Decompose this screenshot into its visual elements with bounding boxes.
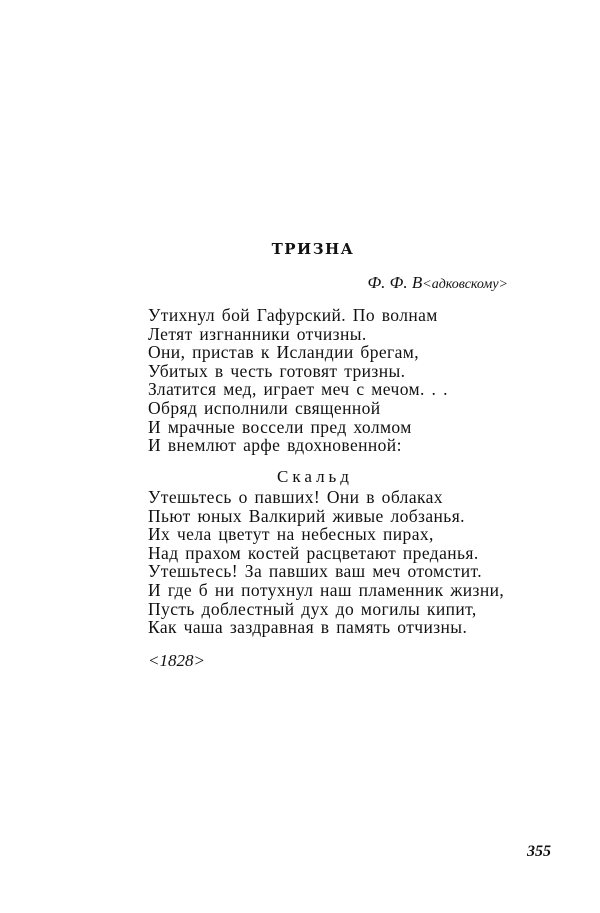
poem-line: Утешьтесь! За павших ваш меч отомстит. [148, 561, 483, 582]
page-number: 355 [527, 843, 551, 860]
poem-line: Убитых в честь готовят тризны. [148, 360, 406, 381]
dedication-bracket-open: < [422, 277, 432, 292]
poem-line: И где б ни потухнул наш пламенник жизни, [148, 579, 505, 600]
poem-line: Пусть доблестный дух до могилы кипит, [148, 598, 477, 619]
dedication-editorial-completion: адковскому [431, 277, 499, 292]
poem-line: Как чаша заздравная в память отчизны. [148, 617, 468, 638]
poem-line: Утешьтесь о павших! Они в облаках [148, 487, 443, 507]
poem-line: Летят изгнанники отчизны. [148, 323, 367, 344]
poem-line: Их чела цветут на небесных пирах, [148, 524, 434, 545]
stanza-2 [148, 488, 504, 637]
poem-line: Обряд исполнили священной [148, 397, 381, 418]
poem-title: ТРИЗНА [271, 240, 355, 258]
poem-line: Утихнул бой Гафурский. По волнам [148, 305, 438, 325]
poem-line: Златится мед, играет меч с мечом. . . [148, 379, 448, 400]
poem-date: <1828> [148, 651, 205, 670]
poem-line: И внемлют арфе вдохновенной: [148, 435, 402, 456]
speaker-heading: Скальд [277, 467, 353, 486]
poem-line: Они, пристав к Исландии брегам, [148, 342, 420, 363]
dedication-initials: Ф. Ф. В [367, 273, 423, 292]
dedication-bracket-close: > [498, 277, 508, 292]
poem-dedication [368, 273, 508, 295]
poem-line: Над прахом костей расцветают преданья. [148, 542, 479, 563]
poem-line: Пьют юных Валкирий живые лобзанья. [148, 505, 465, 526]
stanza-1 [148, 306, 448, 455]
poem-line: И мрачные воссели пред холмом [148, 416, 412, 437]
